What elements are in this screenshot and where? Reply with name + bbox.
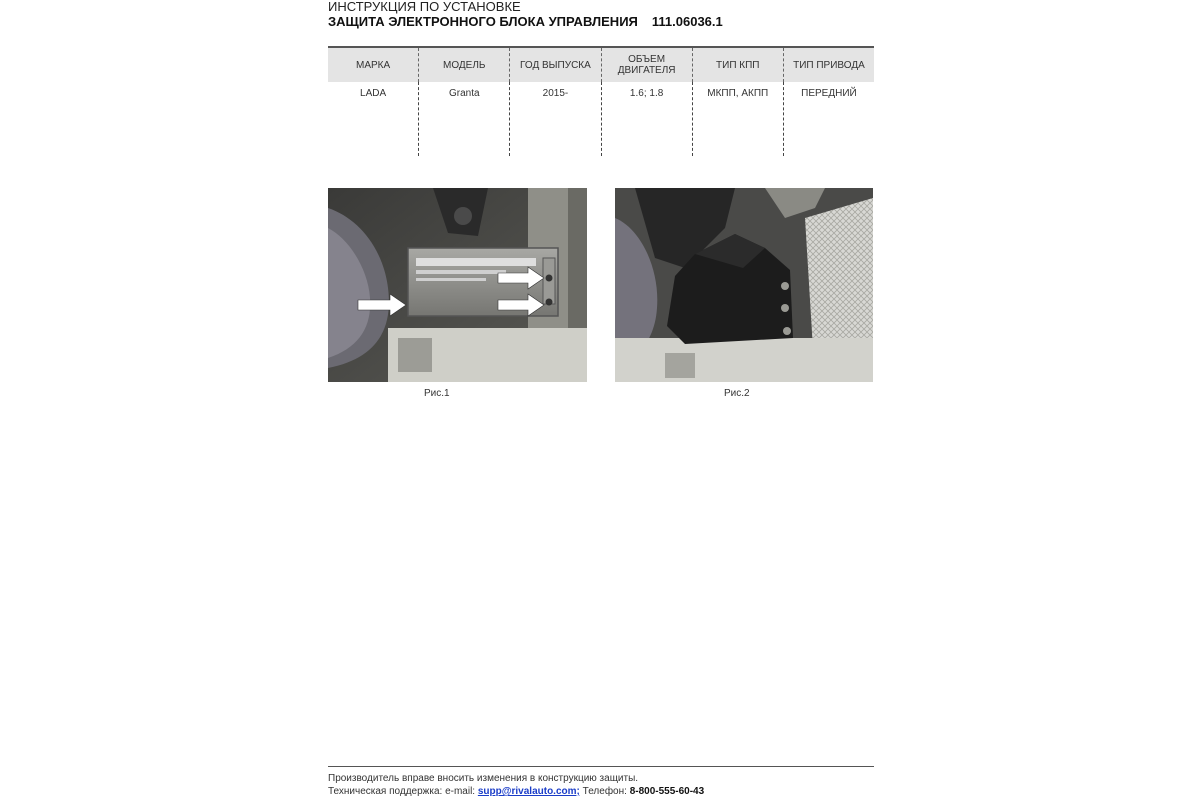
- support-email-link[interactable]: supp@rivalauto.com;: [477, 786, 580, 797]
- footer-notice: Производитель вправе вносить изменения в конструкцию защиты.: [328, 773, 639, 784]
- spec-table-header: [328, 48, 874, 82]
- doc-title: [328, 14, 874, 29]
- cell-brand: LADA: [360, 88, 387, 99]
- col-gearbox: ТИП КПП: [692, 48, 783, 82]
- phone-label: Телефон:: [582, 786, 627, 797]
- cell-year: 2015-: [509, 82, 600, 156]
- spec-table-row: [328, 82, 874, 156]
- col-brand: МАРКА: [356, 59, 391, 71]
- figure-2-photo: [615, 188, 873, 382]
- col-year: ГОД ВЫПУСКА: [509, 48, 600, 82]
- cell-model: Granta: [418, 82, 509, 156]
- footer-support: [328, 785, 874, 798]
- document-header: [328, 0, 874, 29]
- support-phone: 8-800-555-60-43: [629, 786, 705, 797]
- article-number: 111.06036.1: [651, 14, 723, 29]
- col-drive: ТИП ПРИВОДА: [783, 48, 874, 82]
- figure-2-caption: Рис.2: [724, 388, 750, 399]
- support-label: Техническая поддержка: e-mail:: [328, 786, 476, 797]
- col-model: МОДЕЛЬ: [418, 48, 509, 82]
- document-footer: [328, 766, 874, 798]
- cell-drive: ПЕРЕДНИЙ: [783, 82, 874, 156]
- doc-subtitle: ИНСТРУКЦИЯ ПО УСТАНОВКЕ: [328, 0, 521, 14]
- cell-engine: 1.6; 1.8: [601, 82, 692, 156]
- cell-gearbox: МКПП, АКПП: [692, 82, 783, 156]
- figure-1-caption: Рис.1: [424, 388, 450, 399]
- col-engine: ОБЪЕМ ДВИГАТЕЛЯ: [601, 48, 692, 82]
- spec-table: [328, 46, 874, 156]
- figure-1-photo: [328, 188, 587, 382]
- doc-title-text: ЗАЩИТА ЭЛЕКТРОННОГО БЛОКА УПРАВЛЕНИЯ: [328, 14, 638, 29]
